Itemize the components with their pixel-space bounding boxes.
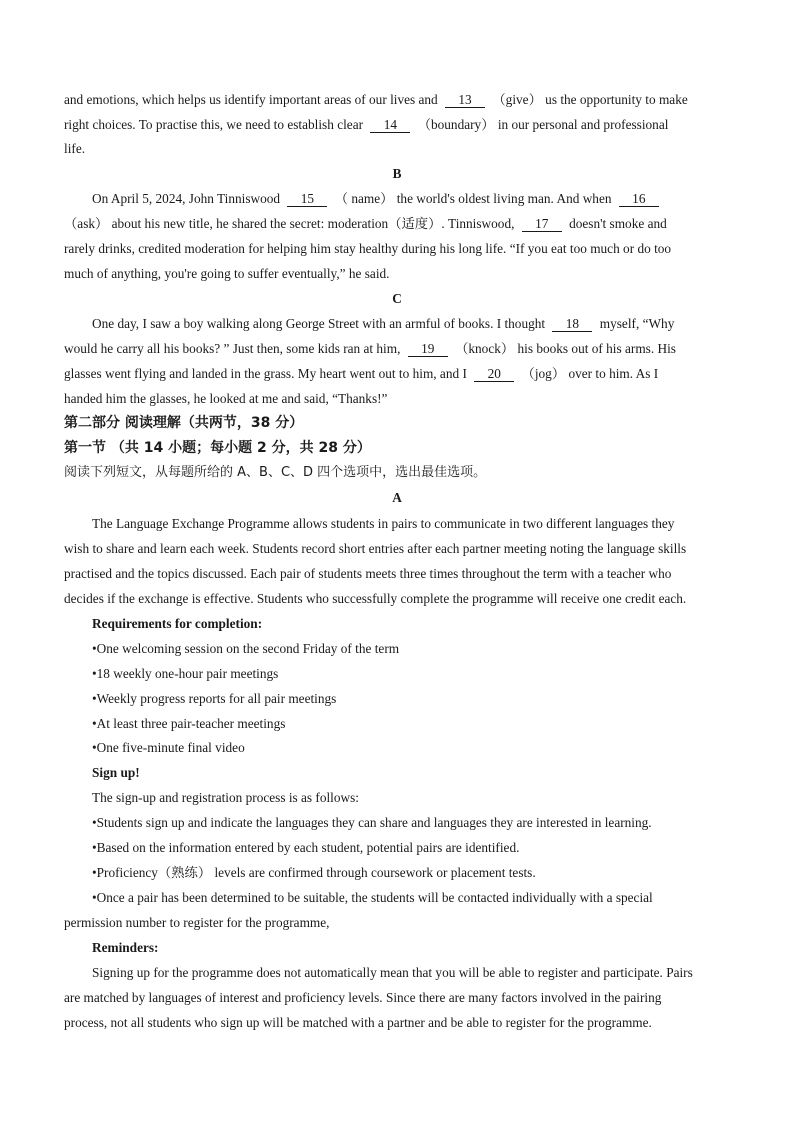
reminders-title: Reminders:: [92, 940, 159, 955]
blank-13: 13: [445, 92, 485, 108]
text-line: Signing up for the programme does not automatically mean that you will be able to register and participate. Pairs: [92, 965, 693, 980]
text-line: much of anything, you're going to suffer eventually,” he said.: [64, 266, 390, 281]
text-line: The Language Exchange Programme allows students in pairs to communicate in two different languages they: [92, 516, 675, 531]
text-span: One day, I saw a boy walking along George Street with an armful of books. I thought: [92, 316, 546, 331]
subsection-heading: 第一节 （共 14 小题；每小题 2 分，共 28 分）: [64, 440, 371, 456]
text-line: [92, 314, 730, 334]
text-span: would he carry all his books? ” Just then, some kids ran at him,: [64, 341, 401, 356]
blank-17: 17: [522, 216, 562, 232]
text-span: and emotions, which helps us identify important areas of our lives and: [64, 92, 438, 107]
text-span: doesn't smoke and: [569, 216, 667, 231]
instructions: 阅读下列短文，从每题所给的 A、B、C、D 四个选项中，选出最佳选项。: [64, 465, 487, 480]
blank-20: 20: [474, 366, 514, 382]
text-line: wish to share and learn each week. Students record short entries after each partner meeting noting the language skills: [64, 541, 687, 556]
blank-15: 15: [287, 191, 327, 207]
text-span: （ name） the world's oldest living man. And when: [334, 191, 612, 206]
text-span: myself, “Why: [599, 316, 675, 331]
list-item: •At least three pair-teacher meetings: [92, 716, 286, 731]
text-span: （jog） over to him. As I: [521, 366, 659, 381]
text-line: rarely drinks, credited moderation for helping him stay healthy during his long life. “If you eat too much or do too: [64, 241, 672, 256]
text-span: On April 5, 2024, John Tinniswood: [92, 191, 281, 206]
text-span: （ask） about his new title, he shared the secret: moderation（适度）. Tinniswood,: [64, 216, 515, 231]
text-line: [64, 90, 730, 110]
text-line: permission number to register for the programme,: [64, 915, 330, 930]
text-line: [64, 364, 730, 384]
text-line: process, not all students who sign up will be matched with a partner and be able to register for the programme.: [64, 1015, 652, 1030]
sign-up-title: Sign up!: [92, 765, 140, 780]
requirements-title: Requirements for completion:: [92, 616, 263, 631]
list-item: •One five-minute final video: [92, 740, 245, 755]
blank-18: 18: [552, 316, 592, 332]
text-span: （knock） his books out of his arms. His: [455, 341, 676, 356]
text-line: life.: [64, 141, 86, 156]
text-span: （give） us the opportunity to make: [492, 92, 688, 107]
blank-16: 16: [619, 191, 659, 207]
text-line: The sign-up and registration process is as follows:: [92, 790, 359, 805]
text-line: practised and the topics discussed. Each pair of students meets three times throughout the term with a teacher who: [64, 566, 672, 581]
text-span: right choices. To practise this, we need to establish clear: [64, 117, 364, 132]
passage-c-label: C: [392, 291, 402, 306]
text-line: [64, 339, 730, 359]
passage-a-label: A: [392, 490, 402, 505]
list-item: •Based on the information entered by each student, potential pairs are identified.: [92, 840, 520, 855]
list-item: •18 weekly one-hour pair meetings: [92, 666, 279, 681]
text-line: [64, 115, 730, 135]
list-item: •Students sign up and indicate the languages they can share and languages they are interested in learning.: [92, 815, 652, 830]
passage-b-label: B: [392, 166, 402, 181]
list-item: •Weekly progress reports for all pair meetings: [92, 691, 337, 706]
text-line: [92, 189, 730, 209]
list-item: •Proficiency（熟练） levels are confirmed through coursework or placement tests.: [92, 865, 536, 880]
text-line: decides if the exchange is effective. Students who successfully complete the programme will receive one credit each.: [64, 591, 687, 606]
text-line: handed him the glasses, he looked at me and said, “Thanks!”: [64, 391, 388, 406]
text-line: are matched by languages of interest and proficiency levels. Since there are many factors involved in the pairing: [64, 990, 662, 1005]
section-heading: 第二部分 阅读理解（共两节，38 分）: [64, 415, 304, 431]
list-item: •Once a pair has been determined to be suitable, the students will be contacted individually with a special: [92, 890, 653, 905]
text-span: （boundary） in our personal and professional: [417, 117, 669, 132]
list-item: •One welcoming session on the second Friday of the term: [92, 641, 400, 656]
text-span: glasses went flying and landed in the grass. My heart went out to him, and I: [64, 366, 467, 381]
blank-14: 14: [370, 117, 410, 133]
text-line: [64, 214, 730, 234]
blank-19: 19: [408, 341, 448, 357]
